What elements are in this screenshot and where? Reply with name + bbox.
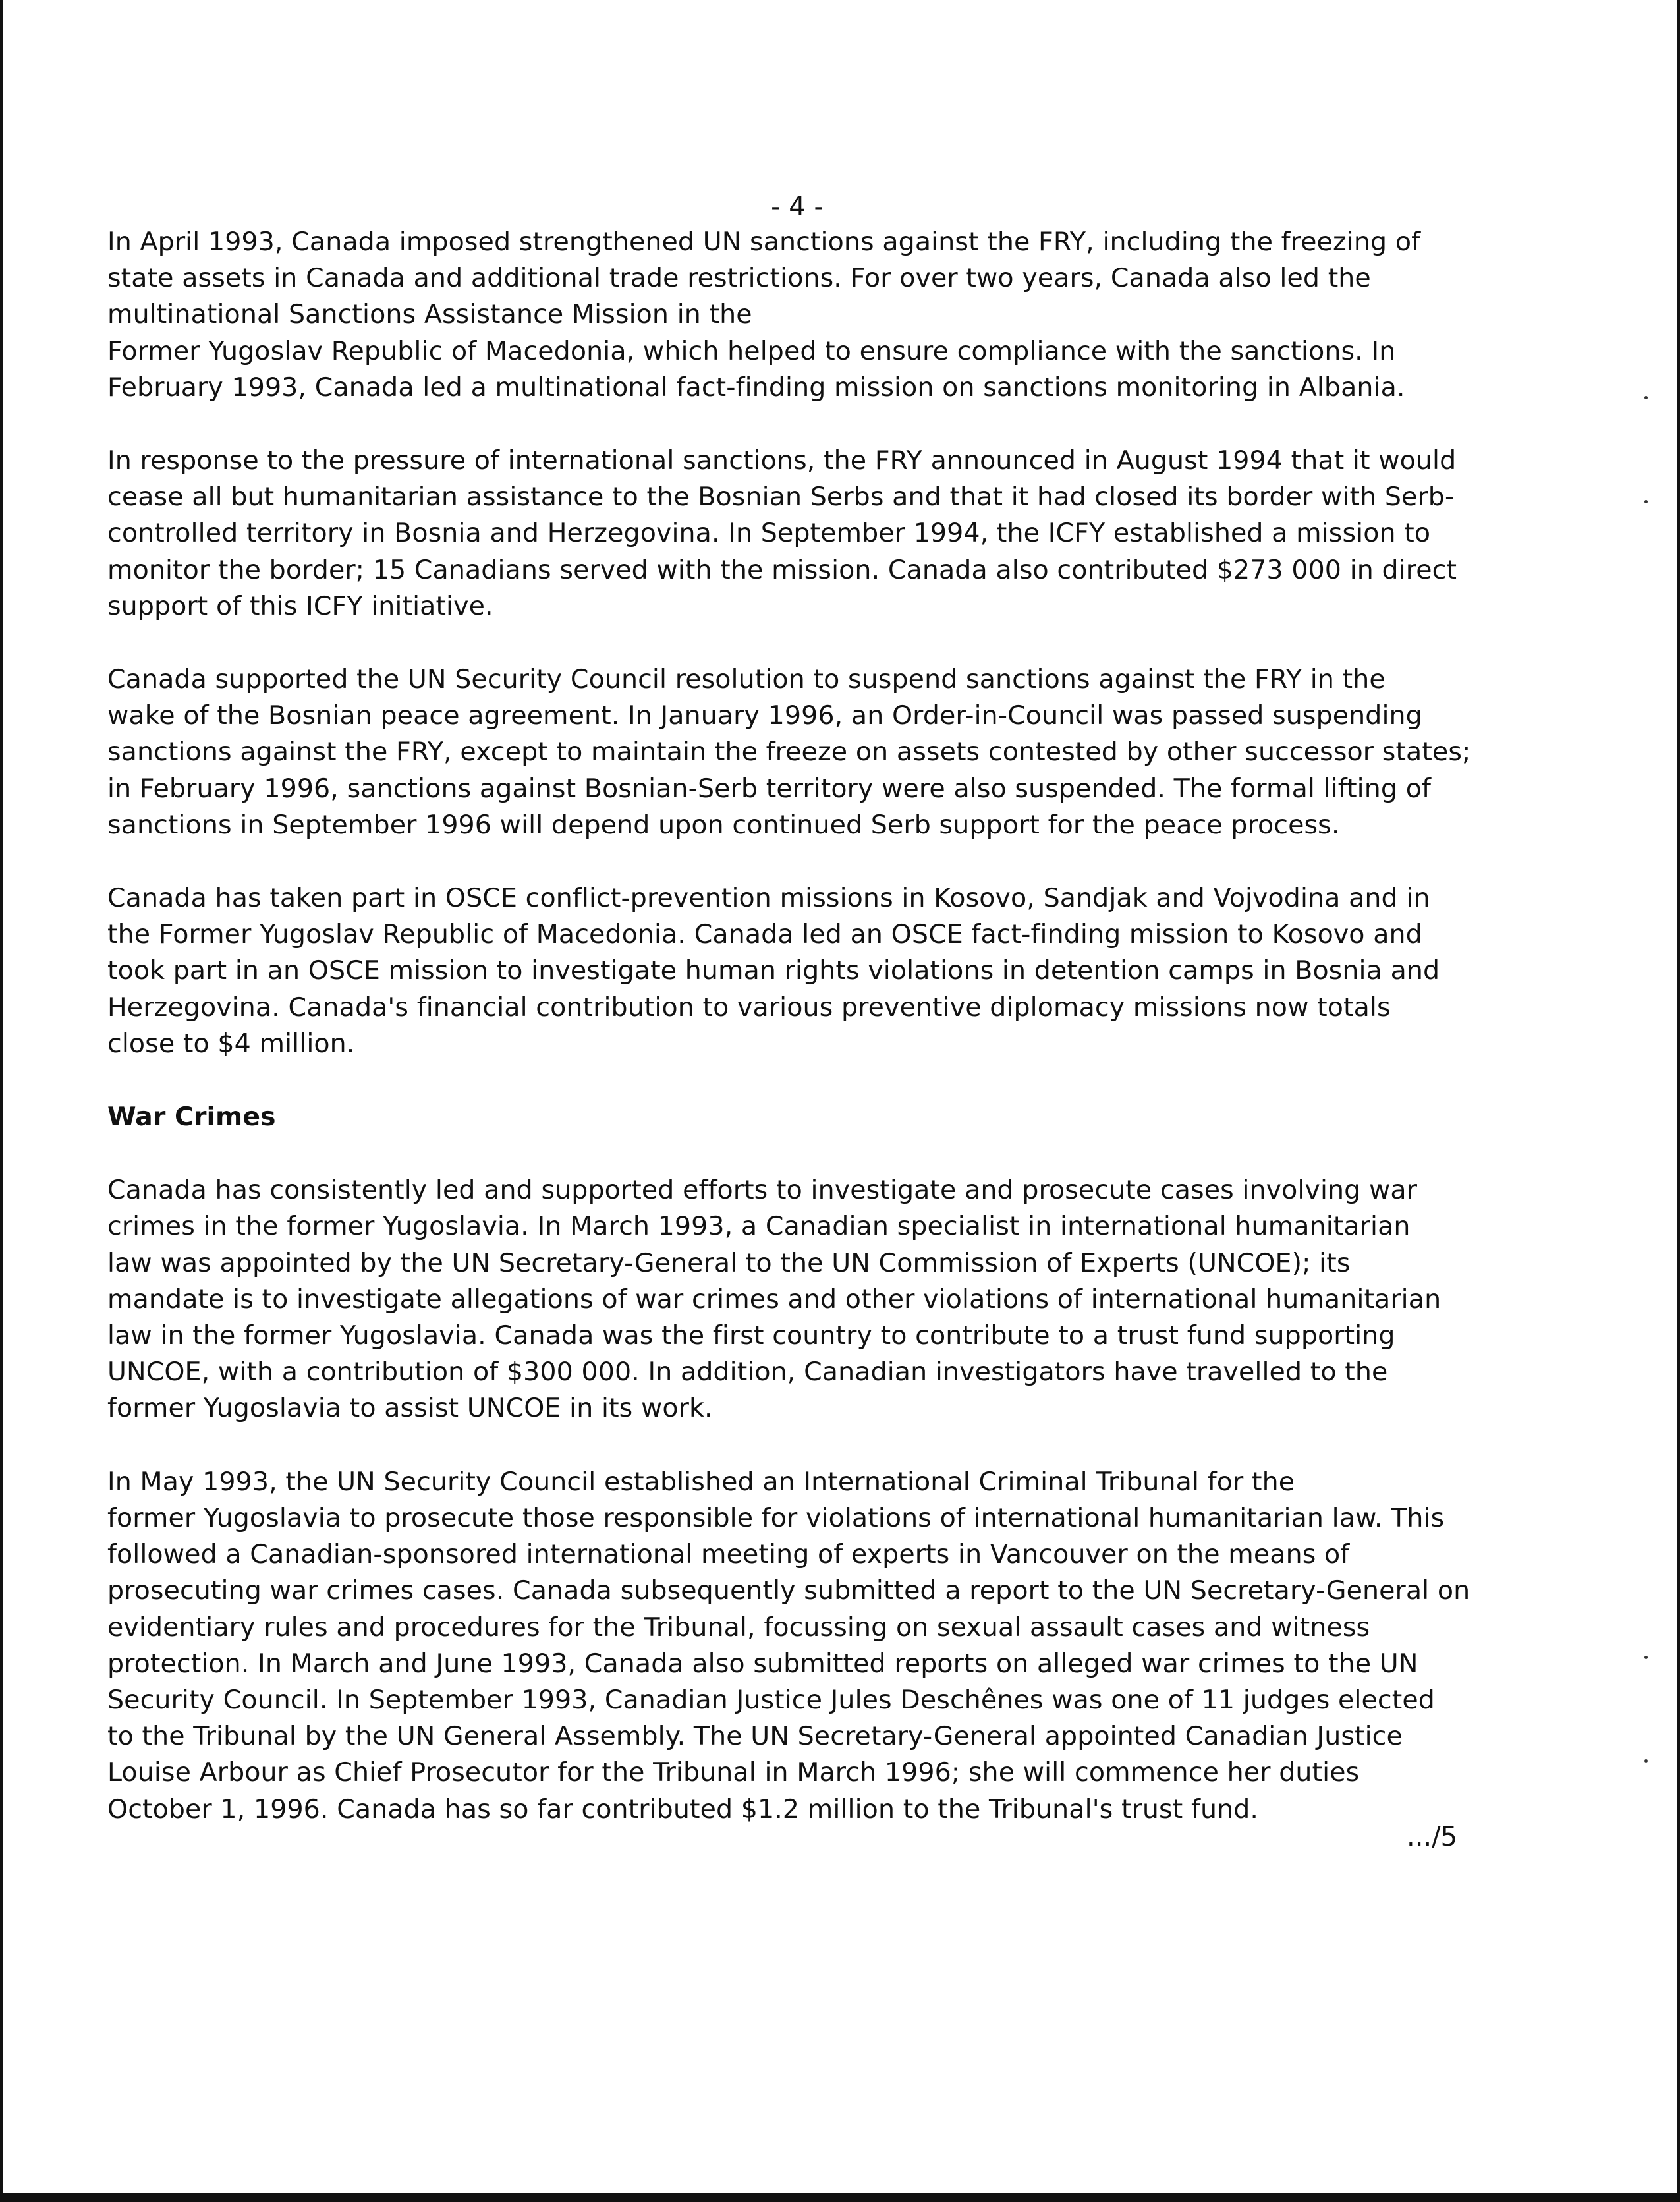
text-line: support of this ICFY initiative.: [107, 590, 493, 621]
scan-speck: [1644, 1656, 1648, 1659]
paragraph-gap: [107, 406, 1505, 443]
paragraph-gap: [107, 625, 1505, 662]
text-line: law in the former Yugoslavia. Canada was the first country to contribute to a trust fund supporting: [107, 1320, 1395, 1351]
document-body: [107, 224, 1505, 1828]
text-line: wake of the Bosnian peace agreement. In January 1996, an Order-in-Council was passed suspending: [107, 700, 1422, 731]
text-line: prosecuting war crimes cases. Canada subsequently submitted a report to the UN Secretary-General on: [107, 1575, 1470, 1606]
text-line: In May 1993, the UN Security Council established an International Criminal Tribunal for the: [107, 1466, 1295, 1497]
scan-speck: [1644, 396, 1648, 399]
text-line: February 1993, Canada led a multinational fact-finding mission on sanctions monitoring in Albania.: [107, 372, 1405, 403]
text-line: controlled territory in Bosnia and Herzegovina. In September 1994, the ICFY established a mission to: [107, 518, 1431, 549]
text-line: the Former Yugoslav Republic of Macedonia. Canada led an OSCE fact-finding mission to Kosovo and: [107, 919, 1422, 950]
text-line: crimes in the former Yugoslavia. In March 1993, a Canadian specialist in international humanitarian: [107, 1211, 1411, 1242]
section-heading: War Crimes: [107, 1102, 276, 1133]
paragraph-gap: [107, 1135, 1505, 1172]
scan-border-bottom: [0, 2193, 1680, 2202]
text-line: state assets in Canada and additional trade restrictions. For over two years, Canada also led the: [107, 263, 1371, 294]
text-line: Former Yugoslav Republic of Macedonia, which helped to ensure compliance with the sanctions. In: [107, 335, 1396, 366]
scan-border-right: [1677, 0, 1680, 2202]
paragraph-gap: [107, 843, 1505, 880]
paragraph-tribunal: [107, 1464, 1505, 1828]
paragraph-border-mission: [107, 443, 1505, 625]
text-line: in February 1996, sanctions against Bosnian-Serb territory were also suspended. The formal lifting of: [107, 773, 1431, 804]
paragraph-osce: [107, 880, 1505, 1062]
paragraph-uncoe: [107, 1172, 1505, 1426]
text-line: In response to the pressure of international sanctions, the FRY announced in August 1994 that it would: [107, 445, 1457, 476]
text-line: former Yugoslavia to assist UNCOE in its work.: [107, 1393, 713, 1424]
text-line: evidentiary rules and procedures for the Tribunal, focussing on sexual assault cases and witness: [107, 1612, 1370, 1643]
text-line: law was appointed by the UN Secretary-General to the UN Commission of Experts (UNCOE); its: [107, 1247, 1351, 1278]
text-line: cease all but humanitarian assistance to the Bosnian Serbs and that it had closed its border with Serb-: [107, 482, 1455, 513]
continuation-marker: .../5: [1407, 1822, 1458, 1852]
paragraph-suspension: [107, 662, 1505, 843]
text-line: monitor the border; 15 Canadians served with the mission. Canada also contributed $273 000 in direct: [107, 554, 1457, 585]
text-line: former Yugoslavia to prosecute those responsible for violations of international humanitarian law. This: [107, 1502, 1445, 1533]
text-line: Security Council. In September 1993, Canadian Justice Jules Deschênes was one of 11 judges elected: [107, 1684, 1435, 1715]
text-line: sanctions in September 1996 will depend upon continued Serb support for the peace process.: [107, 809, 1340, 840]
text-line: mandate is to investigate allegations of war crimes and other violations of international humanitarian: [107, 1284, 1442, 1314]
text-line: Canada has taken part in OSCE conflict-prevention missions in Kosovo, Sandjak and Vojvodina and in: [107, 883, 1430, 914]
paragraph-sanctions: [107, 224, 1505, 406]
scan-border-left: [0, 0, 3, 2202]
text-line: UNCOE, with a contribution of $300 000. In addition, Canadian investigators have travelled to the: [107, 1357, 1388, 1388]
text-line: sanctions against the FRY, except to maintain the freeze on assets contested by other successor states;: [107, 737, 1471, 768]
text-line: Canada has consistently led and supported efforts to investigate and prosecute cases involving war: [107, 1175, 1418, 1206]
text-line: In April 1993, Canada imposed strengthened UN sanctions against the FRY, including the freezing of: [107, 227, 1421, 257]
text-line: Louise Arbour as Chief Prosecutor for the Tribunal in March 1996; she will commence her duties: [107, 1757, 1360, 1788]
scan-speck: [1644, 500, 1648, 503]
text-line: close to $4 million.: [107, 1028, 355, 1059]
text-line: took part in an OSCE mission to investigate human rights violations in detention camps in Bosnia and: [107, 955, 1440, 986]
text-line: Canada supported the UN Security Council resolution to suspend sanctions against the FRY in the: [107, 664, 1386, 695]
text-line: followed a Canadian-sponsored international meeting of experts in Vancouver on the means of: [107, 1539, 1350, 1570]
page-number: - 4 -: [771, 192, 824, 222]
text-line: protection. In March and June 1993, Canada also submitted reports on alleged war crimes to the UN: [107, 1648, 1418, 1679]
text-line: October 1, 1996. Canada has so far contributed $1.2 million to the Tribunal's trust fund.: [107, 1793, 1259, 1824]
text-line: to the Tribunal by the UN General Assembly. The UN Secretary-General appointed Canadian Justice: [107, 1721, 1403, 1752]
text-line: Herzegovina. Canada's financial contribution to various preventive diplomacy missions now totals: [107, 992, 1391, 1023]
paragraph-gap: [107, 1062, 1505, 1099]
text-line: multinational Sanctions Assistance Mission in the: [107, 299, 752, 330]
paragraph-gap: [107, 1427, 1505, 1464]
scan-speck: [1644, 1759, 1648, 1763]
